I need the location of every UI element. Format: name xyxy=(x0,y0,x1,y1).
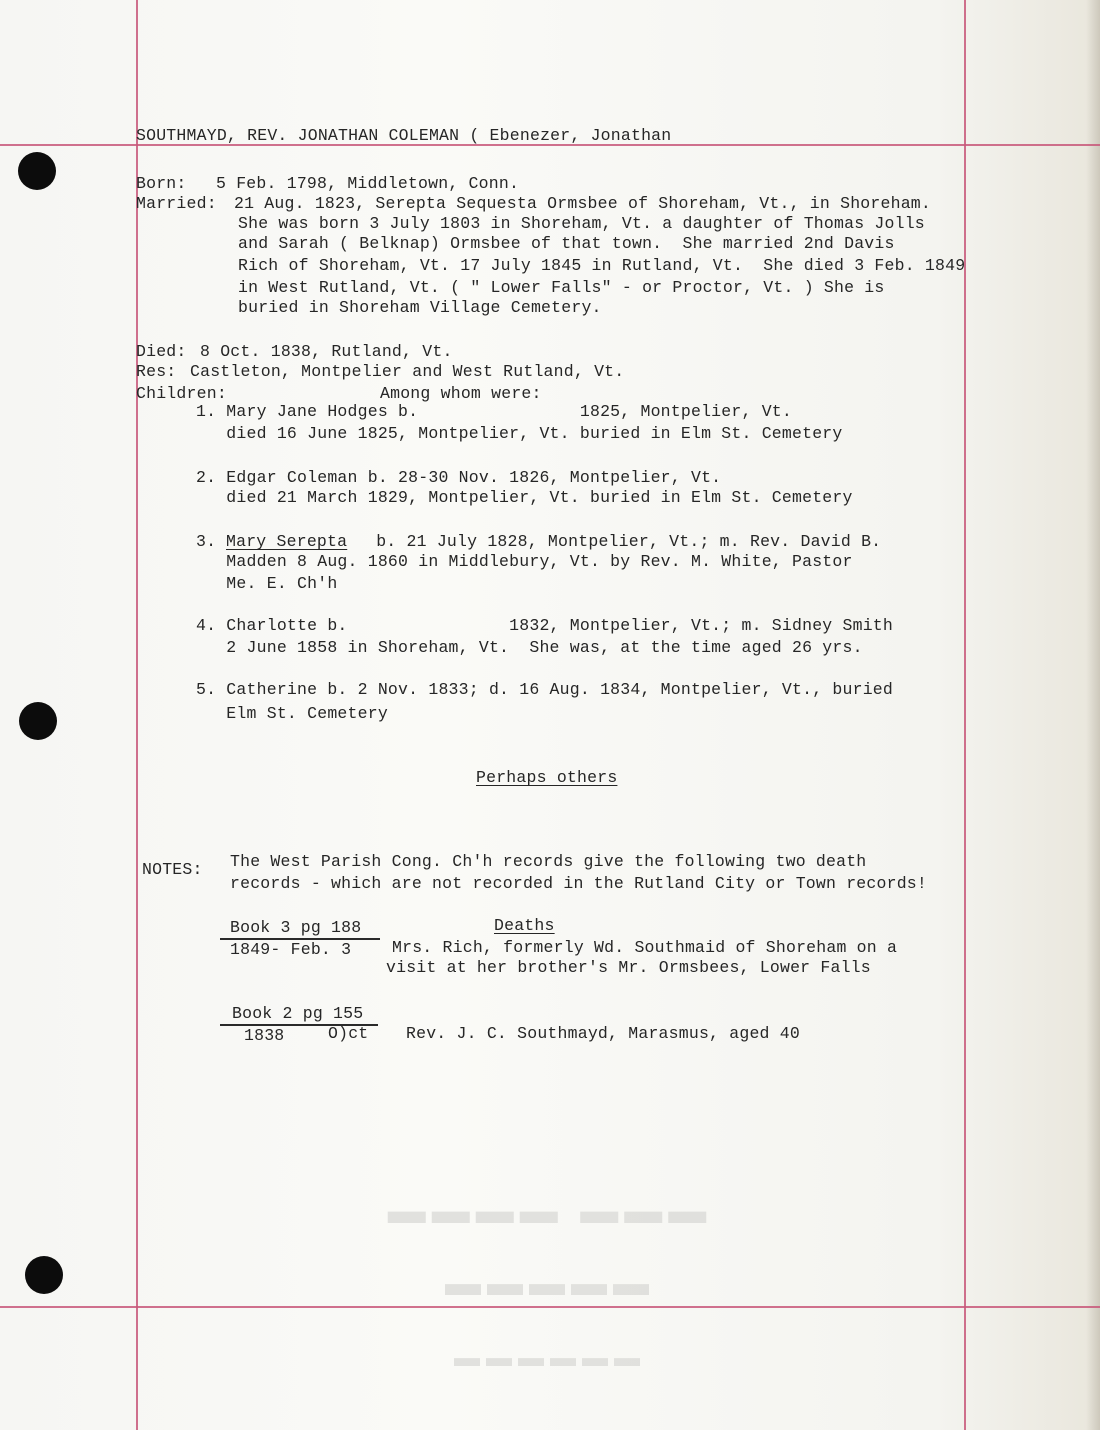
children-label: Children: xyxy=(136,384,227,403)
notes-line: The West Parish Cong. Ch'h records give the following two death xyxy=(230,852,867,871)
children-note: Among whom were: xyxy=(380,384,542,403)
child-entry-line: Madden 8 Aug. 1860 in Middlebury, Vt. by Rev. M. White, Pastor xyxy=(196,552,853,571)
child-entry-line: 2. Edgar Coleman b. 28-30 Nov. 1826, Montpelier, Vt. xyxy=(196,468,722,487)
child-entry-line: 2 June 1858 in Shoreham, Vt. She was, at the time aged 26 yrs. xyxy=(196,638,863,657)
died-value: 8 Oct. 1838, Rutland, Vt. xyxy=(200,342,453,361)
punch-hole-bottom xyxy=(25,1256,63,1294)
child-entry-line: died 21 March 1829, Montpelier, Vt. buried in Elm St. Cemetery xyxy=(196,488,853,507)
right-margin-line xyxy=(964,0,966,1430)
left-margin-line xyxy=(136,0,138,1430)
born-label: Born: xyxy=(136,174,187,193)
child-number: 3. xyxy=(196,532,227,551)
notes-label: NOTES: xyxy=(142,860,203,879)
notes-line: records - which are not recorded in the Rutland City or Town records! xyxy=(230,874,928,893)
residence-label: Res: xyxy=(136,362,177,381)
death-year: 1838 xyxy=(244,1026,285,1045)
died-label: Died: xyxy=(136,342,187,361)
book-reference: Book 2 pg 155 xyxy=(232,1004,364,1023)
married-label: Married: xyxy=(136,194,217,213)
death-month: O)ct xyxy=(328,1024,369,1043)
married-line: and Sarah ( Belknap) Ormsbee of that town. She married 2nd Davis xyxy=(238,234,895,253)
married-line: She was born 3 July 1803 in Shoreham, Vt. a daughter of Thomas Jolls xyxy=(238,214,925,233)
record-heading: SOUTHMAYD, REV. JONATHAN COLEMAN ( Ebenezer, Jonathan xyxy=(136,126,672,145)
perhaps-others: Perhaps others xyxy=(476,768,618,787)
bleed-through-mark-2: ▬▬▬▬▬ xyxy=(445,1262,655,1303)
married-line: 21 Aug. 1823, Serepta Sequesta Ormsbee of Shoreham, Vt., in Shoreham. xyxy=(234,194,932,213)
child-entry-line: Elm St. Cemetery xyxy=(196,704,388,723)
punch-hole-top xyxy=(18,152,56,190)
married-line: in West Rutland, Vt. ( " Lower Falls" - or Proctor, Vt. ) She is xyxy=(238,278,885,297)
child-name-underlined: Mary Serepta xyxy=(226,532,348,551)
death-date: 1849- Feb. 3 xyxy=(230,940,352,959)
child-entry-line: died 16 June 1825, Montpelier, Vt. buried in Elm St. Cemetery xyxy=(196,424,843,443)
child-entry-line: Me. E. Ch'h xyxy=(196,574,338,593)
born-value: 5 Feb. 1798, Middletown, Conn. xyxy=(216,174,520,193)
residence-value: Castleton, Montpelier and West Rutland, Vt. xyxy=(190,362,625,381)
child-entry-line: 5. Catherine b. 2 Nov. 1833; d. 16 Aug. 1834, Montpelier, Vt., buried xyxy=(196,680,894,699)
punch-hole-middle xyxy=(19,702,57,740)
death-entry-line: visit at her brother's Mr. Ormsbees, Lower Falls xyxy=(386,958,871,977)
child-entry-line: 4. Charlotte b. 1832, Montpelier, Vt.; m. Sidney Smith xyxy=(196,616,894,635)
death-entry-line: Rev. J. C. Southmayd, Marasmus, aged 40 xyxy=(406,1024,800,1043)
married-line: Rich of Shoreham, Vt. 17 July 1845 in Rutland, Vt. She died 3 Feb. 1849 xyxy=(238,256,966,275)
married-line: buried in Shoreham Village Cemetery. xyxy=(238,298,602,317)
death-entry-line: Mrs. Rich, formerly Wd. Southmaid of Shoreham on a xyxy=(392,938,898,957)
bottom-margin-line xyxy=(0,1306,1100,1308)
child-entry-line: b. 21 July 1828, Montpelier, Vt.; m. Rev. David B. xyxy=(356,532,882,551)
child-entry-line: 1. Mary Jane Hodges b. 1825, Montpelier, Vt. xyxy=(196,402,792,421)
bleed-through-mark-3: ▬▬▬▬▬▬ xyxy=(454,1342,646,1372)
book-reference: Book 3 pg 188 xyxy=(230,918,362,937)
deaths-heading: Deaths xyxy=(494,916,555,935)
bleed-through-mark: ▬▬▬▬ ▬▬▬ xyxy=(387,1190,713,1232)
paper-edge-shadow xyxy=(1086,0,1100,1430)
